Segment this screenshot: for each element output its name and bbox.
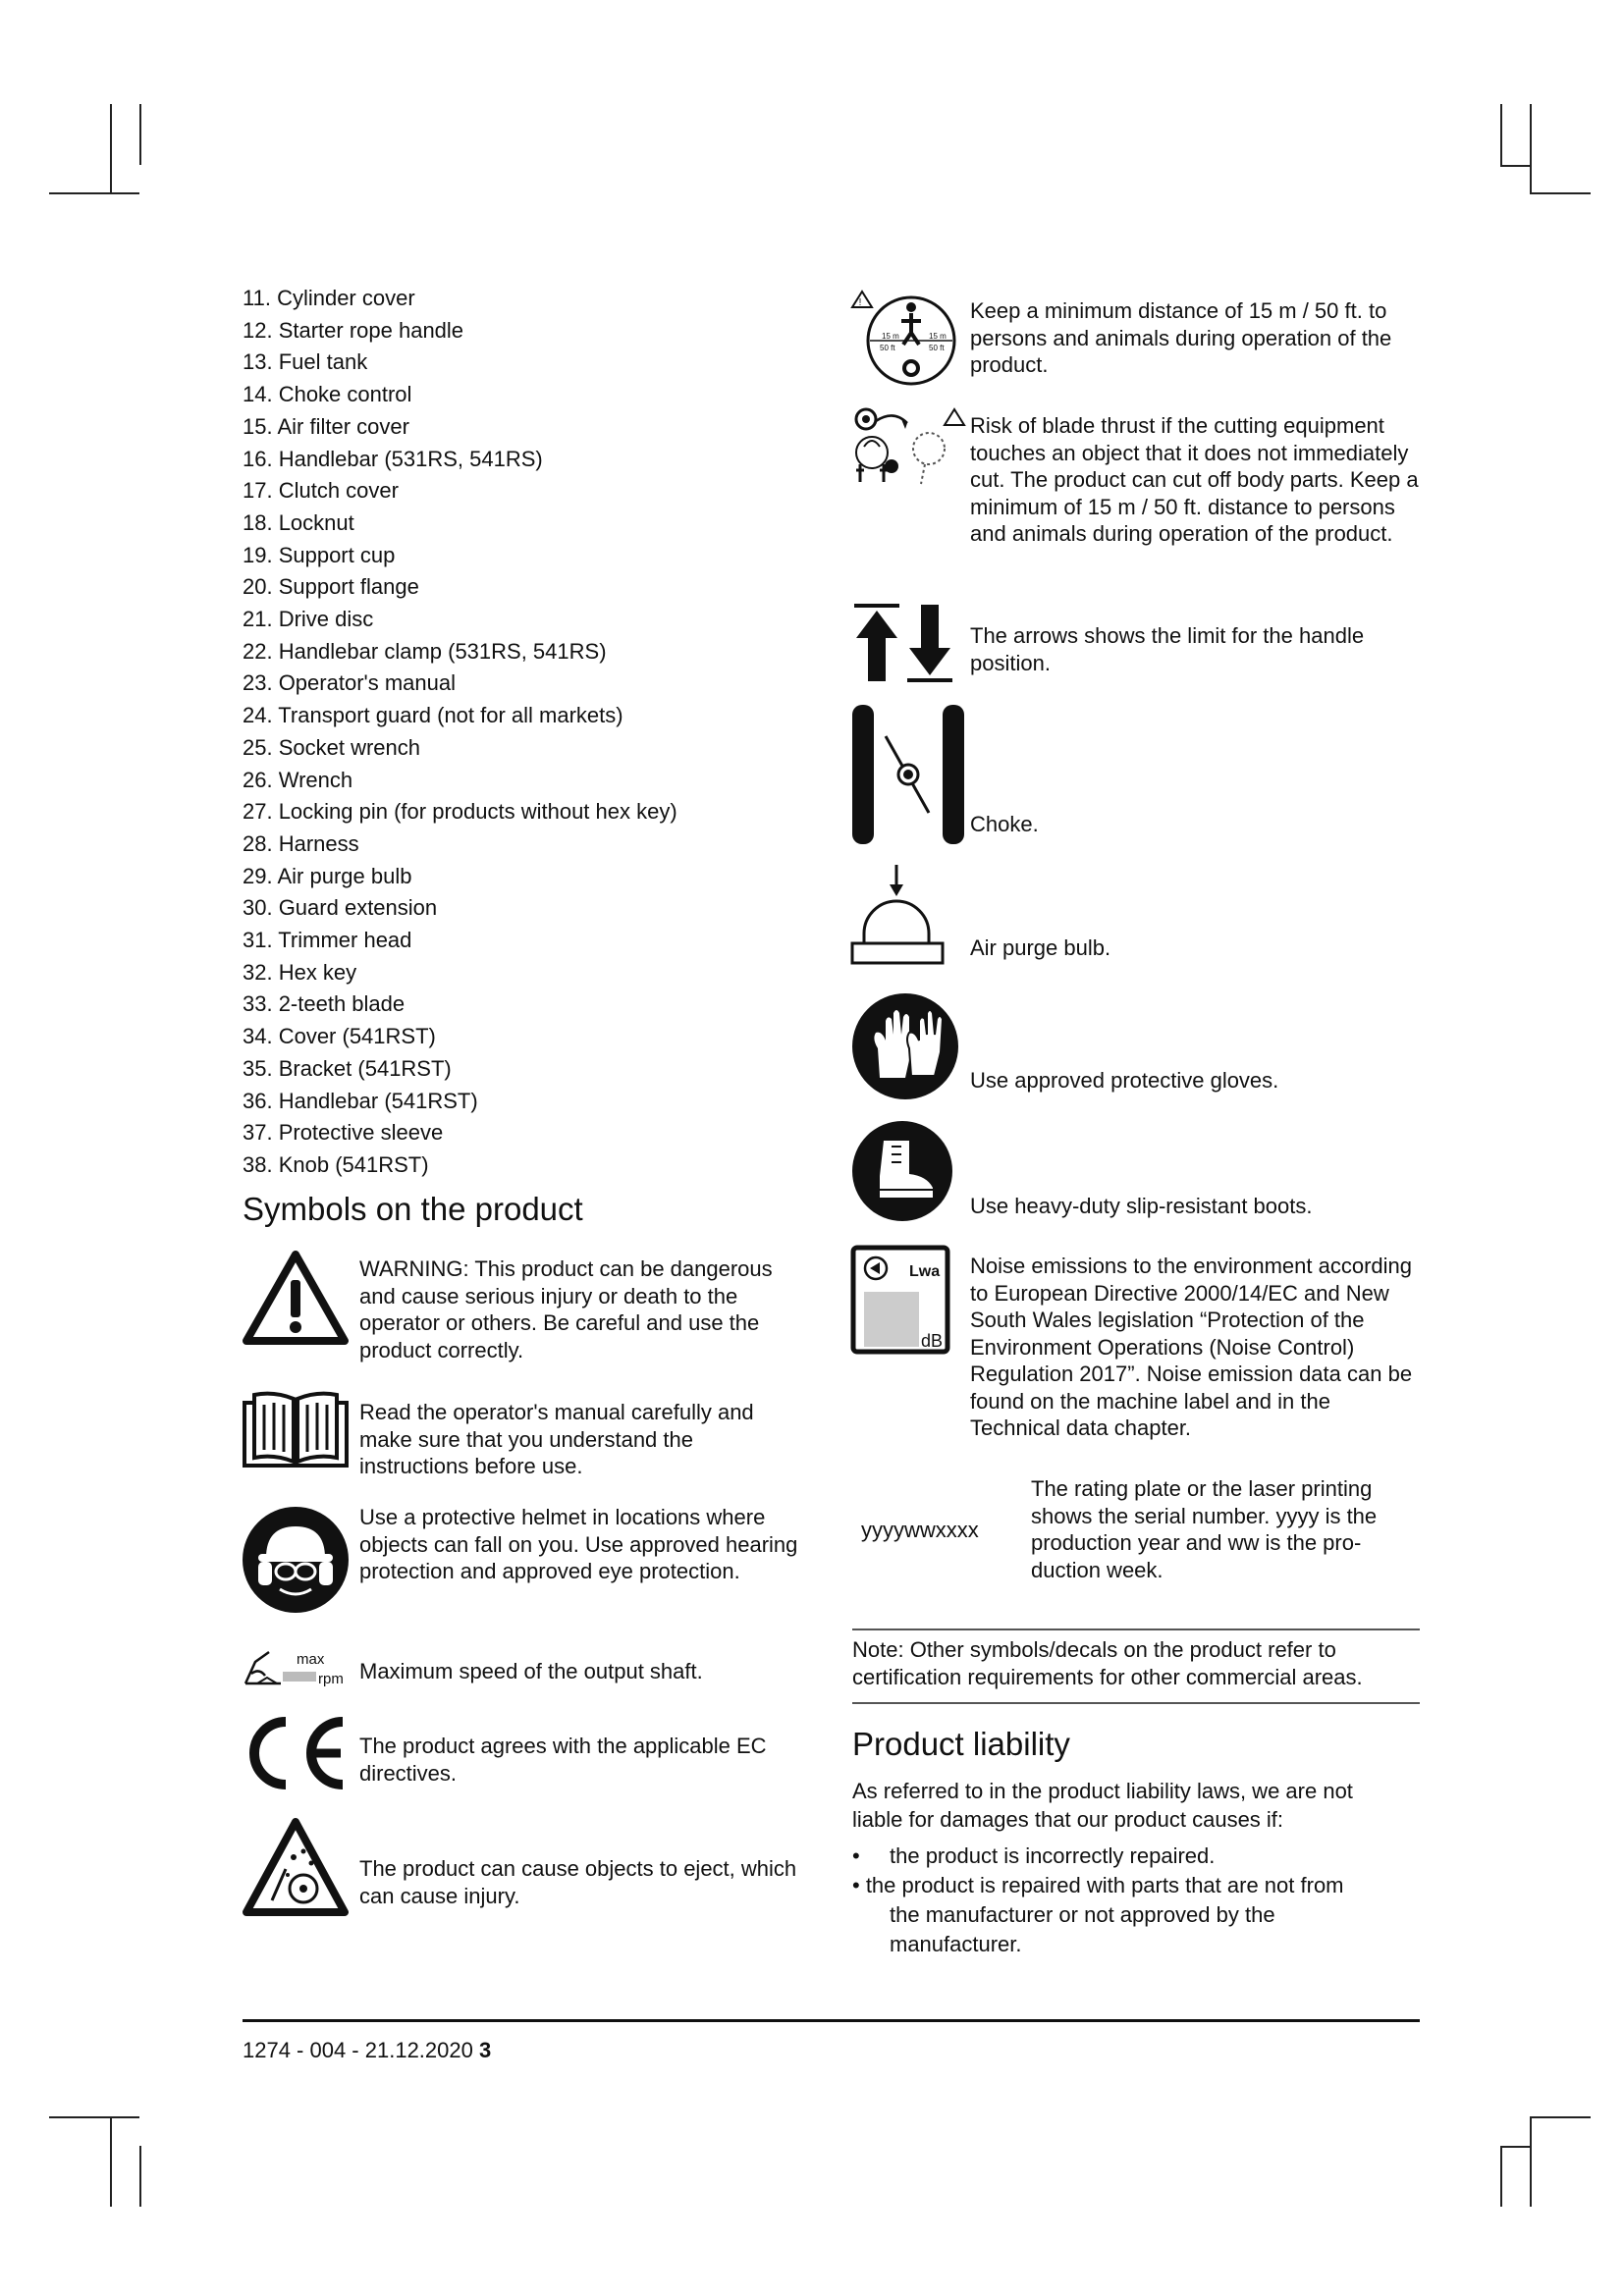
bullet-text: • the product is repaired with parts that are not from — [852, 1873, 1344, 1897]
air-purge-bulb-icon — [850, 863, 948, 967]
list-item: 23. Operator's manual — [243, 670, 456, 696]
distance-text: Keep a minimum distance of 15 m / 50 ft. to persons and animals during operation of the product. — [970, 298, 1392, 377]
arrows-text: The arrows shows the limit for the handle position. — [970, 623, 1365, 675]
note-text: Other symbols/decals on the product refer to certification requirements for other commercial areas. — [852, 1637, 1363, 1689]
list-item: 16. Handlebar (531RS, 541RS) — [243, 446, 543, 471]
page-number: 3 — [478, 2038, 492, 2062]
list-item: 29. Air purge bulb — [243, 863, 412, 888]
db-label: dB — [921, 1331, 944, 1351]
list-item: 21. Drive disc — [243, 607, 374, 632]
crop-mark — [1530, 192, 1591, 194]
list-item: 22. Handlebar clamp (531RS, 541RS) — [243, 638, 607, 664]
list-item: 13. Fuel tank — [243, 349, 368, 375]
list-item: 38. Knob (541RST) — [243, 1151, 429, 1177]
boots-icon — [850, 1119, 954, 1223]
list-item: 14. Choke control — [243, 382, 412, 407]
manual-book-icon — [241, 1389, 351, 1471]
eject-text: The product can cause objects to eject, which can cause injury. — [359, 1856, 797, 1908]
handle-limit-arrows-icon — [850, 603, 966, 683]
gloves-text: Use approved protective gloves. — [970, 1068, 1279, 1093]
noise-lwa-icon — [850, 1245, 950, 1355]
note-label: Note: — [852, 1637, 904, 1662]
liability-bullets — [852, 1842, 1402, 1959]
crop-mark — [1530, 2116, 1591, 2118]
list-item: 25. Socket wrench — [243, 734, 420, 760]
liability-intro: As referred to in the product liability laws, we are not liable for damages that our product causes if: — [852, 1779, 1353, 1832]
symbols-heading: Symbols on the product — [243, 1191, 583, 1227]
bullet-continuation: the manufacturer or not approved by the manufacturer. — [890, 1902, 1275, 1956]
parts-list — [243, 283, 792, 1182]
ce-text: The product agrees with the applicable EC directives. — [359, 1734, 767, 1786]
list-item: 15. Air filter cover — [243, 413, 409, 439]
list-item: 31. Trimmer head — [243, 928, 412, 953]
blade-thrust-text: Risk of blade thrust if the cutting equipment touches an object that it does not immediately cut. The product can cut off body parts. Keep a minimum of 15 m / 50 ft. distance to persons and animals during operation of the product. — [970, 413, 1419, 546]
crop-mark — [49, 192, 139, 194]
crop-mark — [1500, 165, 1532, 167]
list-item: 12. Starter rope handle — [243, 317, 464, 343]
crop-mark — [1500, 2146, 1502, 2207]
max-speed-text: Maximum speed of the output shaft. — [359, 1659, 703, 1683]
crop-mark — [49, 2116, 139, 2118]
list-item: 34. Cover (541RST) — [243, 1024, 436, 1049]
bullet-mark: • — [852, 1843, 860, 1868]
crop-mark — [1530, 2116, 1532, 2207]
liability-heading: Product liability — [852, 1726, 1070, 1762]
rpm-label: rpm — [318, 1671, 344, 1687]
max-label: max — [297, 1651, 325, 1668]
footer-code: 1274 - 004 - 21.12.2020 — [243, 2038, 473, 2062]
list-item: 19. Support cup — [243, 542, 396, 567]
crop-mark — [110, 104, 112, 194]
boots-text: Use heavy-duty slip-resistant boots. — [970, 1194, 1313, 1218]
purge-text: Air purge bulb. — [970, 935, 1111, 960]
list-item: 28. Harness — [243, 830, 359, 856]
list-item: 36. Handlebar (541RST) — [243, 1088, 478, 1113]
eject-objects-icon — [241, 1816, 351, 1918]
list-item: 27. Locking pin (for products without hex key) — [243, 799, 677, 825]
manual-text: Read the operator's manual carefully and make sure that you understand the instructions before use. — [359, 1400, 754, 1478]
crop-mark — [139, 104, 141, 165]
distance-15m-icon — [850, 290, 960, 388]
list-item: 33. 2-teeth blade — [243, 991, 406, 1017]
distance-left2: 50 ft — [880, 344, 895, 352]
choke-icon — [850, 703, 966, 846]
list-item: 11. Cylinder cover — [243, 286, 415, 310]
noise-text: Noise emissions to the environment according to European Directive 2000/14/EC and New South Wales legislation “Protection of the Environment Operations (Noise Control) Regulation 2017”. Noise emission data can be found on the machine label and in the Technical data chapter. — [970, 1254, 1413, 1440]
list-item: 20. Support flange — [243, 574, 419, 600]
distance-right: 15 m — [929, 332, 947, 341]
serial-text: The rating plate or the laser printing shows the serial number. yyyy is the production year and ww is the pro-duction week. — [1031, 1476, 1378, 1582]
warning-text: WARNING: This product can be dangerous and cause serious injury or death to the operator or others. Be careful and use the product correctly. — [359, 1256, 773, 1362]
distance-right2: 50 ft — [929, 344, 945, 352]
bullet-item — [852, 1842, 1402, 1871]
list-item: 35. Bracket (541RST) — [243, 1055, 452, 1081]
choke-text: Choke. — [970, 812, 1039, 836]
list-item: 17. Clutch cover — [243, 478, 399, 504]
list-item: 18. Locknut — [243, 509, 354, 535]
blade-thrust-icon — [850, 405, 966, 488]
list-item: 32. Hex key — [243, 959, 357, 985]
crop-mark — [110, 2116, 112, 2207]
warning-triangle-icon — [241, 1249, 351, 1347]
note-top-rule — [852, 1629, 1420, 1630]
note — [852, 1636, 1422, 1690]
crop-mark — [1500, 2146, 1532, 2148]
bullet-text: the product is incorrectly repaired. — [890, 1843, 1216, 1868]
max-speed-icon — [240, 1644, 350, 1687]
crop-mark — [139, 2146, 141, 2207]
lwa-label: Lwa — [909, 1263, 941, 1280]
gloves-icon — [850, 991, 960, 1101]
list-item: 26. Wrench — [243, 767, 353, 792]
crop-mark — [1500, 104, 1502, 165]
bullet-item — [852, 1871, 1402, 1959]
helmet-ear-eye-icon — [241, 1505, 351, 1615]
crop-mark — [1530, 104, 1532, 194]
list-item: 30. Guard extension — [243, 895, 438, 921]
helmet-text: Use a protective helmet in locations where objects can fall on you. Use approved hearing protection and approved eye protection. — [359, 1505, 798, 1583]
note-bottom-rule — [852, 1702, 1420, 1704]
footer-rule — [243, 2019, 1420, 2022]
ce-mark-icon — [241, 1714, 351, 1792]
list-item: 24. Transport guard (not for all markets) — [243, 703, 623, 728]
serial-code: yyyywwxxxx — [861, 1518, 979, 1542]
svg-text:!: ! — [858, 297, 862, 308]
footer — [243, 2037, 832, 2064]
distance-left: 15 m — [882, 332, 899, 341]
list-item: 37. Protective sleeve — [243, 1120, 444, 1146]
